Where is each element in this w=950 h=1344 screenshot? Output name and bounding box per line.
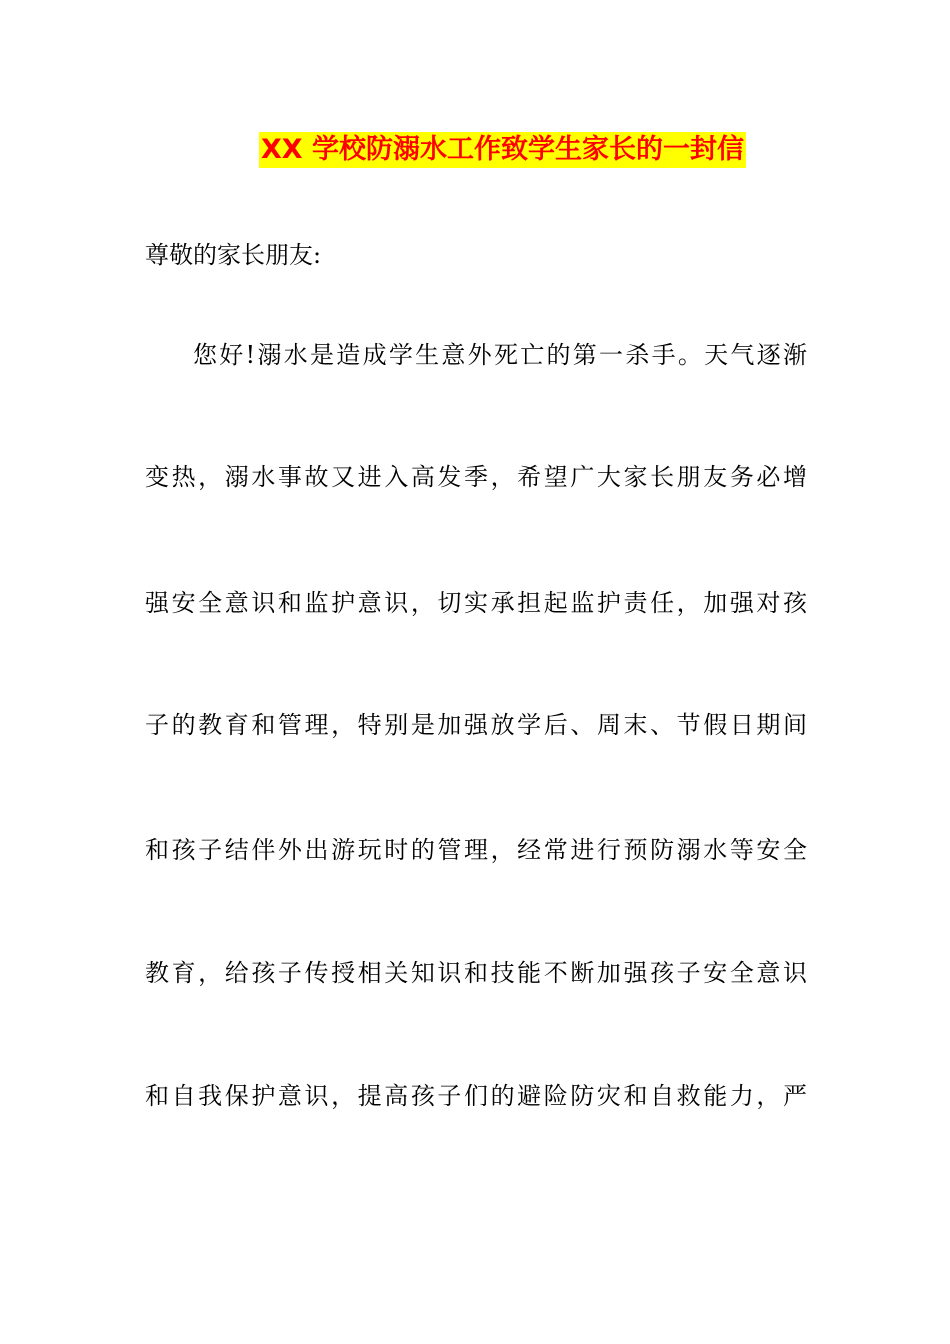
- body-line: 教育，给孩子传授相关知识和技能不断加强孩子安全意识: [145, 959, 807, 987]
- body-line: 变热，溺水事故又进入高发季，希望广大家长朋友务必增: [145, 463, 807, 491]
- salutation: 尊敬的家长朋友:: [145, 241, 322, 269]
- body-line: 子的教育和管理，特别是加强放学后、周末、节假日期间: [145, 711, 807, 739]
- document-title: XX 学校防溺水工作致学生家长的一封信: [259, 132, 746, 168]
- body-line: 您好!溺水是造成学生意外死亡的第一杀手。天气逐渐: [193, 341, 807, 369]
- body-line: 和自我保护意识，提高孩子们的避险防灾和自救能力，严: [145, 1082, 807, 1110]
- body-line: 和孩子结伴外出游玩时的管理，经常进行预防溺水等安全: [145, 836, 807, 864]
- body-line: 强安全意识和监护意识，切实承担起监护责任，加强对孩: [145, 589, 807, 617]
- title-container: [0, 132, 950, 168]
